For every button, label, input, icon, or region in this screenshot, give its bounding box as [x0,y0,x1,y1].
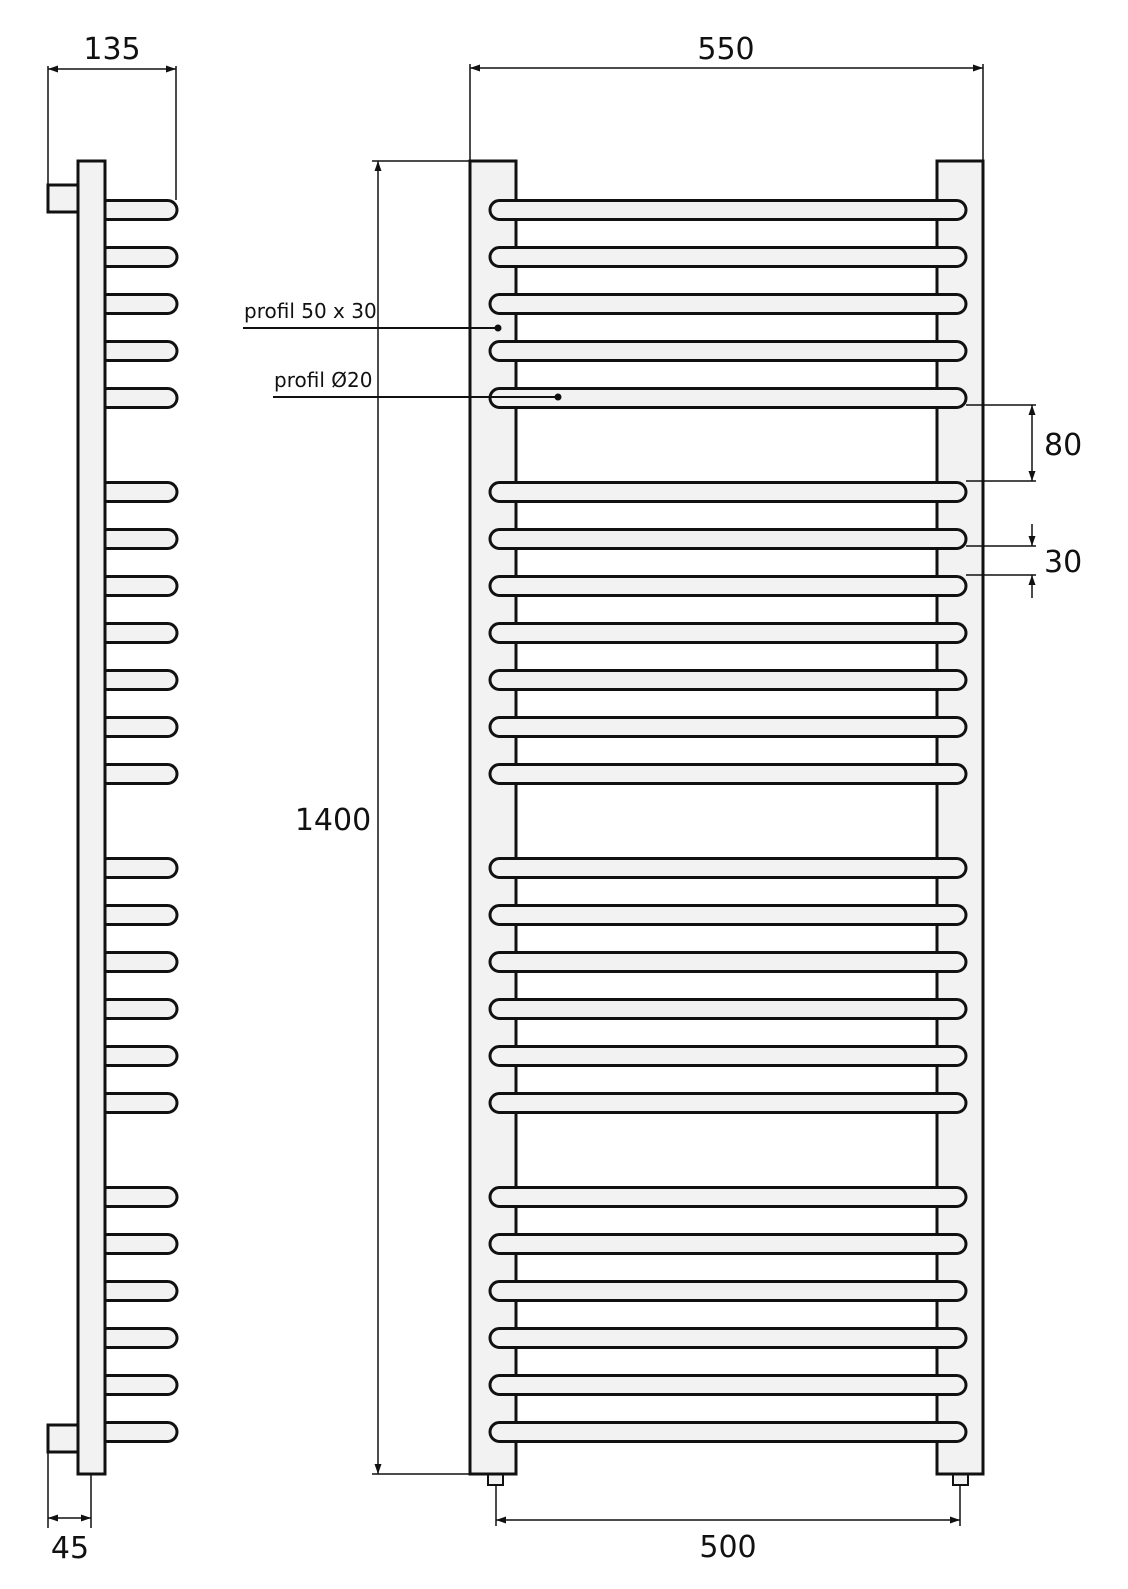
front-rail-19 [490,1188,966,1207]
front-rail-21 [490,1282,966,1301]
side-rail-3 [98,295,177,314]
front-rail-24 [490,1423,966,1442]
side-rail-6 [98,483,177,502]
side-rail-19 [98,1188,177,1207]
front-rail-15 [490,953,966,972]
front-rail-20 [490,1235,966,1254]
side-rail-16 [98,1000,177,1019]
front-rail-1 [490,201,966,220]
front-rail-8 [490,577,966,596]
front-rail-3 [490,295,966,314]
front-rail-4 [490,342,966,361]
dim-height-label: 1400 [294,803,372,838]
front-rail-2 [490,248,966,267]
side-rail-1 [98,201,177,220]
front-rail-23 [490,1376,966,1395]
left-pipe-stub [488,1474,503,1485]
front-rail-7 [490,530,966,549]
side-rail-14 [98,906,177,925]
side-rail-15 [98,953,177,972]
front-rail-18 [490,1094,966,1113]
front-view [243,32,1082,1565]
right-pipe-stub [953,1474,968,1485]
dim-side-depth [48,32,176,200]
dim-gap-small-label: 30 [1044,545,1083,580]
front-rail-6 [490,483,966,502]
front-rail-10 [490,671,966,690]
side-frame [78,161,105,1474]
front-rail-14 [490,906,966,925]
side-rail-17 [98,1047,177,1066]
front-rail-16 [490,1000,966,1019]
side-rail-2 [98,248,177,267]
side-rail-13 [98,859,177,878]
dim-wall-offset-label: 45 [50,1531,90,1566]
front-rails [490,201,966,1442]
side-bottom-bracket [48,1425,78,1452]
side-view [48,32,177,1566]
front-rail-9 [490,624,966,643]
side-rail-18 [98,1094,177,1113]
dim-height [295,161,470,1474]
side-rail-5 [98,389,177,408]
side-rail-7 [98,530,177,549]
side-top-bracket [48,185,78,212]
side-rail-12 [98,765,177,784]
dim-side-depth-label: 135 [83,32,141,67]
side-rails [98,201,177,1442]
side-rail-20 [98,1235,177,1254]
front-rail-22 [490,1329,966,1348]
dim-gap-large-label: 80 [1044,428,1083,463]
front-rail-11 [490,718,966,737]
note-frame-profile [243,299,502,332]
side-rail-21 [98,1282,177,1301]
front-rail-5 [490,389,966,408]
dim-front-width [470,32,983,161]
side-rail-9 [98,624,177,643]
front-rail-17 [490,1047,966,1066]
side-rail-10 [98,671,177,690]
side-rail-11 [98,718,177,737]
side-rail-23 [98,1376,177,1395]
front-rail-13 [490,859,966,878]
dim-pipe-spacing-label: 500 [699,1530,757,1565]
front-rail-12 [490,765,966,784]
dim-pipe-spacing [496,1485,960,1565]
side-rail-4 [98,342,177,361]
dim-front-width-label: 550 [697,32,755,67]
side-rail-8 [98,577,177,596]
side-rail-24 [98,1423,177,1442]
side-rail-22 [98,1329,177,1348]
note-frame-profile-label: profil 50 x 30 [244,299,377,323]
note-bar-profile-label: profil Ø20 [274,368,373,392]
